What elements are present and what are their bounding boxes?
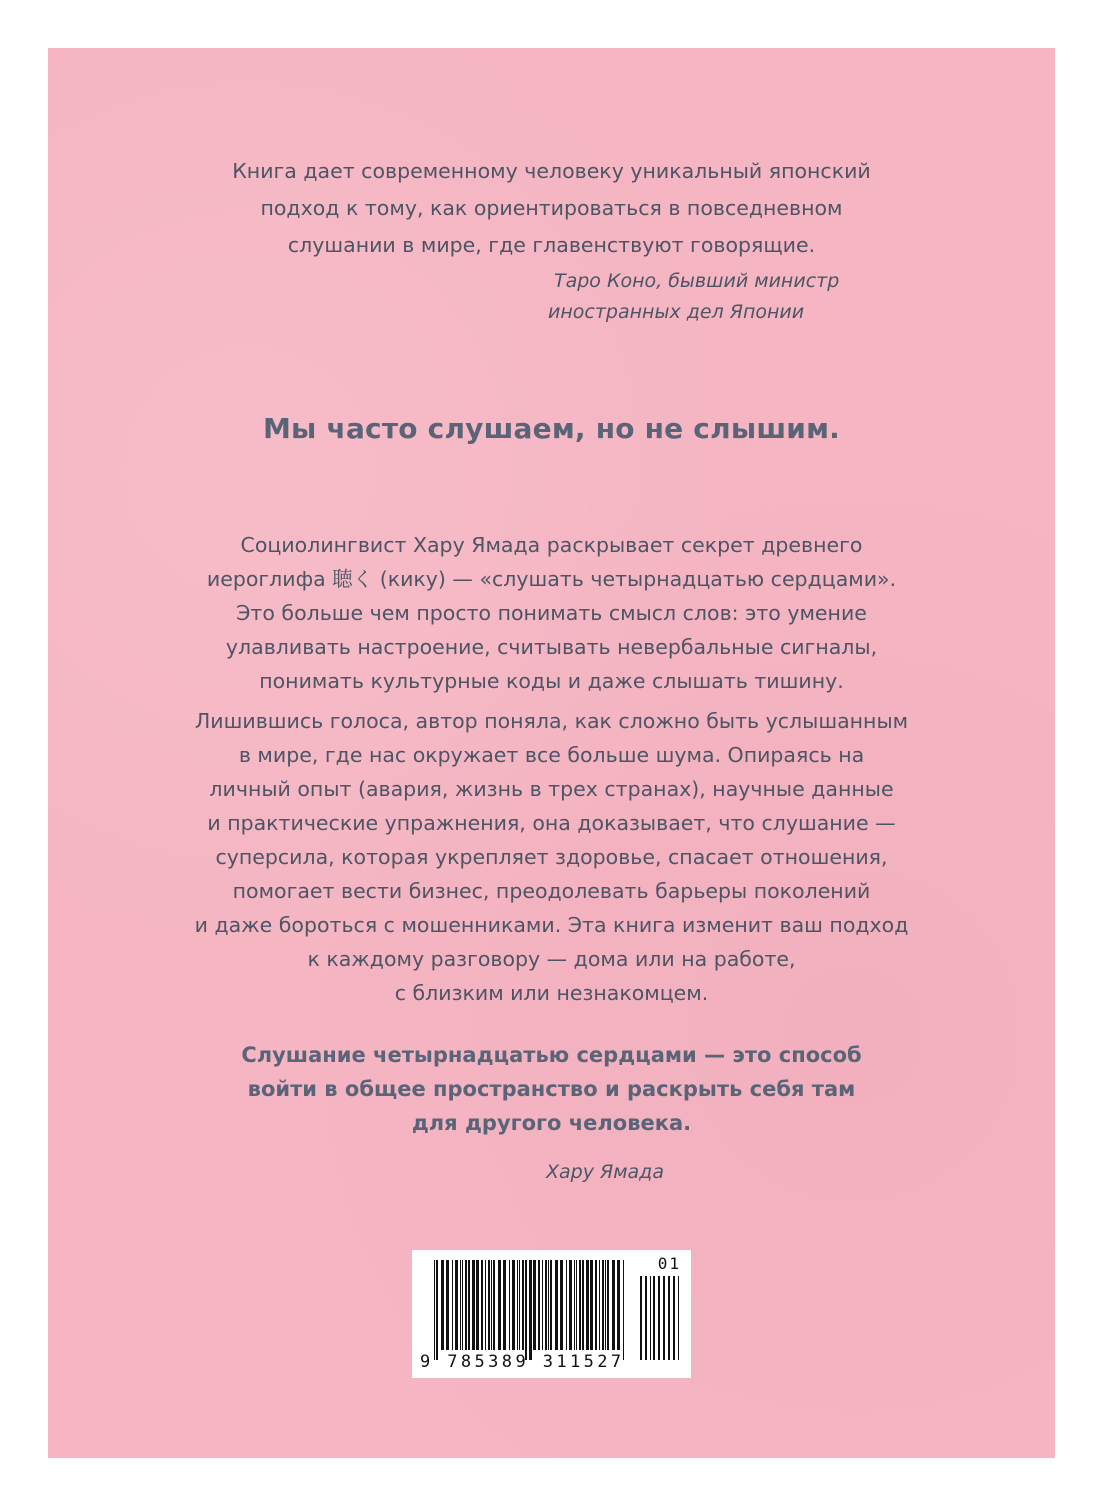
barcode-bar: [493, 1260, 495, 1350]
paragraph-line: Социолингвист Хару Ямада раскрывает секрет древнего: [240, 533, 863, 557]
paragraph-line: с близким или незнакомцем.: [394, 981, 709, 1005]
endorsement-author-line: иностранных дел Японии: [548, 301, 805, 323]
paragraph-line: помогает вести бизнес, преодолевать барьеры поколений: [232, 879, 871, 903]
barcode-bar: [522, 1260, 524, 1350]
barcode-bar: [538, 1260, 540, 1350]
barcode-bar: [436, 1260, 438, 1360]
barcode-bar: [590, 1260, 593, 1350]
headline: Мы часто слушаем, но не слышим.: [262, 412, 841, 445]
paragraph-line: и практические упражнения, она доказывает, что слушание —: [207, 811, 896, 835]
barcode-bar: [607, 1260, 609, 1350]
barcode-bar: [542, 1260, 543, 1350]
closing-line: для другого человека.: [411, 1111, 692, 1135]
endorsement-author-line: Таро Коно, бывший министр: [554, 270, 840, 292]
barcode-bar: [569, 1260, 572, 1350]
paragraph-line: и даже бороться с мошенниками. Эта книга изменит ваш подход: [194, 913, 909, 937]
barcode-bar: [595, 1260, 597, 1350]
barcode-addon-digits: 01: [657, 1254, 681, 1273]
barcode-bar: [663, 1276, 665, 1360]
barcode-bar: [579, 1260, 581, 1350]
barcode-bar: [605, 1260, 606, 1350]
barcode-bar: [525, 1260, 527, 1360]
barcode-bar: [650, 1276, 651, 1360]
paragraph-line: Лишившись голоса, автор поняла, как сложно быть услышанным: [194, 709, 909, 733]
barcode-bar: [548, 1260, 549, 1350]
barcode-bar: [623, 1260, 624, 1360]
endorsement-line: подход к тому, как ориентироваться в повседневном: [260, 196, 843, 220]
barcode-bar: [488, 1260, 490, 1350]
book-back-cover: [48, 48, 1055, 1458]
barcode-bar: [468, 1260, 470, 1350]
barcode-bar: [599, 1260, 600, 1350]
barcode-bar: [582, 1260, 584, 1350]
barcode-bar: [640, 1276, 642, 1360]
paragraph-line: Это больше чем просто понимать смысл слов: это умение: [236, 601, 867, 625]
barcode-bar: [576, 1260, 577, 1350]
barcode-bar: [545, 1260, 547, 1350]
barcode-bar: [555, 1260, 558, 1350]
barcode-bar: [460, 1260, 461, 1350]
barcode-bar: [602, 1260, 604, 1350]
closing-quote: [48, 1038, 1055, 1140]
barcode-bar: [491, 1260, 492, 1350]
barcode-bar: [566, 1260, 567, 1350]
paragraph-line: понимать культурные коды и даже слышать тишину.: [259, 669, 844, 693]
barcode-bar: [441, 1260, 444, 1350]
barcode-bar: [462, 1260, 463, 1350]
description-paragraph-1: [48, 528, 1055, 698]
barcode-bar: [612, 1260, 615, 1350]
barcode-bar: [550, 1260, 552, 1350]
barcode-bar: [617, 1260, 620, 1350]
barcode-bar: [481, 1260, 483, 1350]
paragraph-line: суперсила, которая укрепляет здоровье, спасает отношения,: [215, 845, 888, 869]
barcode-bar: [519, 1260, 520, 1350]
barcode-bar: [678, 1276, 679, 1360]
endorsement-author: [548, 266, 888, 328]
barcode-bar: [560, 1260, 563, 1350]
barcode-bar: [455, 1260, 458, 1350]
barcode-bar: [512, 1260, 515, 1350]
barcode-bar: [503, 1260, 506, 1350]
barcode-bar: [498, 1260, 501, 1350]
barcode-bar: [509, 1260, 510, 1350]
closing-author: Хару Ямада: [546, 1161, 664, 1183]
barcode-bar: [668, 1276, 670, 1360]
barcode-bar: [529, 1260, 532, 1360]
barcode-digits: 9 785389 311527: [420, 1352, 625, 1372]
barcode-bar: [446, 1260, 449, 1350]
paragraph-line: личный опыт (авария, жизнь в трех странах), научные данные: [209, 777, 894, 801]
paragraph-line: к каждому разговору — дома или на работе,: [307, 947, 796, 971]
barcode-bar: [533, 1260, 536, 1350]
barcode-bar: [485, 1260, 486, 1350]
barcode-bar: [653, 1276, 655, 1360]
barcode-bar: [452, 1260, 453, 1350]
barcode-bar: [465, 1260, 467, 1350]
closing-line: войти в общее пространство и раскрыть себя там: [247, 1077, 856, 1101]
barcode-bar: [517, 1260, 518, 1350]
isbn-barcode: [412, 1250, 691, 1378]
endorsement-quote: [48, 153, 1055, 264]
endorsement-line: Книга дает современному человеку уникальный японский: [232, 159, 871, 183]
paragraph-line: улавливать настроение, считывать невербальные сигналы,: [225, 635, 878, 659]
barcode-bar: [472, 1260, 475, 1350]
paragraph-line: в мире, где нас окружает все больше шума. Опираясь на: [238, 743, 865, 767]
barcode-bar: [586, 1260, 589, 1350]
barcode-bar: [434, 1260, 435, 1360]
barcode-bar: [658, 1276, 660, 1360]
paragraph-line: иероглифа 聴く (кику) — «слушать четырнадцатью сердцами».: [206, 567, 897, 591]
barcode-bar: [476, 1260, 479, 1350]
closing-line: Слушание четырнадцатью сердцами — это способ: [241, 1043, 862, 1067]
description-paragraph-2: [48, 704, 1055, 1010]
barcode-bar: [645, 1276, 647, 1360]
endorsement-line: слушании в мире, где главенствуют говорящие.: [287, 233, 816, 257]
barcode-bar: [574, 1260, 575, 1350]
barcode-bar: [673, 1276, 675, 1360]
